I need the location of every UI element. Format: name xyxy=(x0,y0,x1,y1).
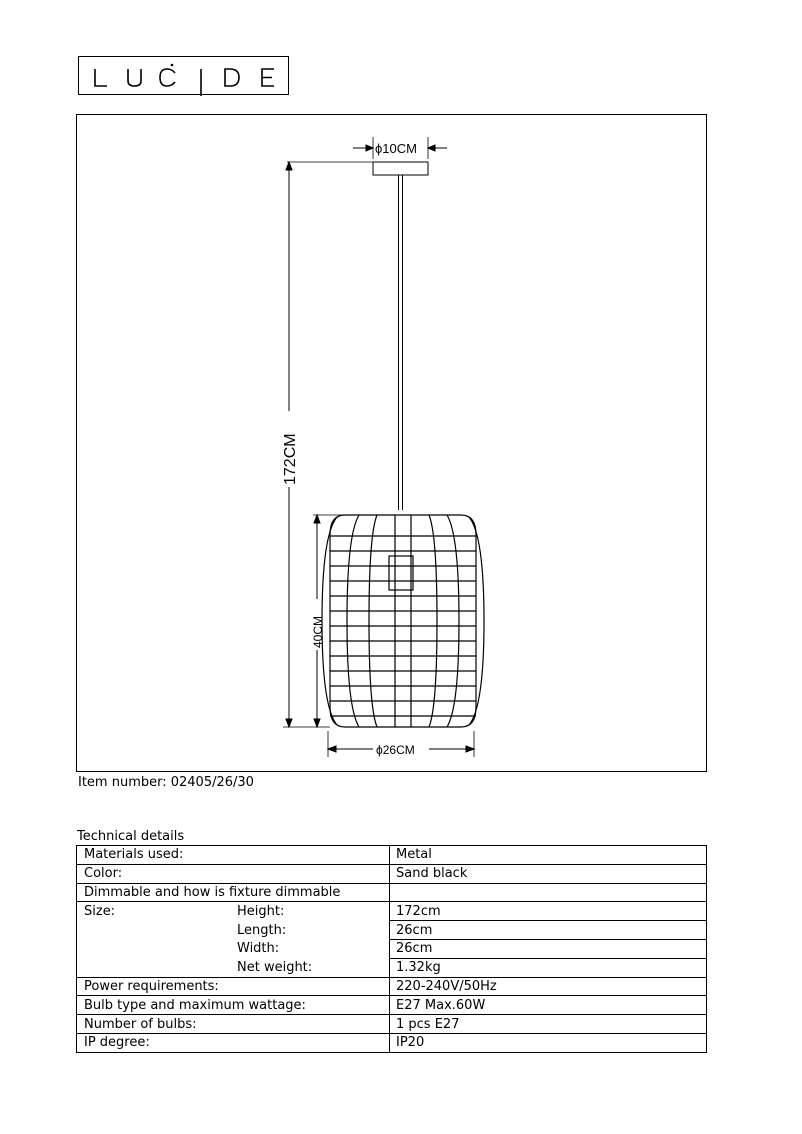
logo-mark xyxy=(79,57,290,96)
spec-value: Metal xyxy=(390,846,707,865)
spec-label: Power requirements: xyxy=(77,977,390,996)
table-row xyxy=(77,996,707,1015)
table-row xyxy=(77,921,707,940)
spec-sublabel: Length: xyxy=(237,922,287,938)
table-row xyxy=(77,864,707,883)
spec-value xyxy=(390,883,707,902)
spec-sublabel: Net weight: xyxy=(231,958,390,977)
dim-shade-height-label: 40CM xyxy=(311,615,325,648)
item-number: Item number: 02405/26/30 xyxy=(78,775,254,790)
brand-logo xyxy=(78,56,289,95)
spec-value: E27 Max.60W xyxy=(390,996,707,1015)
spec-label xyxy=(77,939,232,958)
dim-shade-diameter-label: ϕ26CM xyxy=(376,743,415,757)
dim-total-height-label: 172CM xyxy=(282,433,299,485)
spec-label: Bulb type and maximum wattage: xyxy=(77,996,390,1015)
spec-value: 1.32kg xyxy=(390,958,707,977)
dim-canopy-label: ϕ10CM xyxy=(375,141,417,156)
spec-label: Dimmable and how is fixture dimmable xyxy=(77,883,390,902)
spec-value: 172cm xyxy=(390,902,707,921)
technical-drawing xyxy=(77,115,708,773)
spec-sublabel: Height: xyxy=(237,904,285,920)
technical-details-heading: Technical details xyxy=(77,829,185,844)
spec-label: Size: xyxy=(77,902,232,921)
table-row xyxy=(77,883,707,902)
table-row xyxy=(77,958,707,977)
spec-label: Materials used: xyxy=(77,846,390,865)
spec-label: Number of bulbs: xyxy=(77,1015,390,1034)
canopy-shape xyxy=(373,162,428,175)
spec-value: IP20 xyxy=(390,1033,707,1052)
table-row xyxy=(77,977,707,996)
spec-label xyxy=(77,958,232,977)
technical-drawing-frame xyxy=(76,114,707,772)
spec-value: 220-240V/50Hz xyxy=(390,977,707,996)
table-row xyxy=(77,939,707,958)
spec-sublabel: Width: xyxy=(237,941,280,957)
spec-value: 26cm xyxy=(390,939,707,958)
table-row xyxy=(77,902,707,921)
shade-cage xyxy=(322,515,484,727)
spec-label: IP degree: xyxy=(77,1033,390,1052)
spec-value: Sand black xyxy=(390,864,707,883)
technical-details-table xyxy=(76,845,707,1053)
table-row xyxy=(77,1033,707,1052)
spec-label xyxy=(77,921,232,940)
table-row xyxy=(77,1015,707,1034)
spec-label: Color: xyxy=(77,864,390,883)
spec-value: 26cm xyxy=(390,921,707,940)
table-row xyxy=(77,846,707,865)
spec-value: 1 pcs E27 xyxy=(390,1015,707,1034)
